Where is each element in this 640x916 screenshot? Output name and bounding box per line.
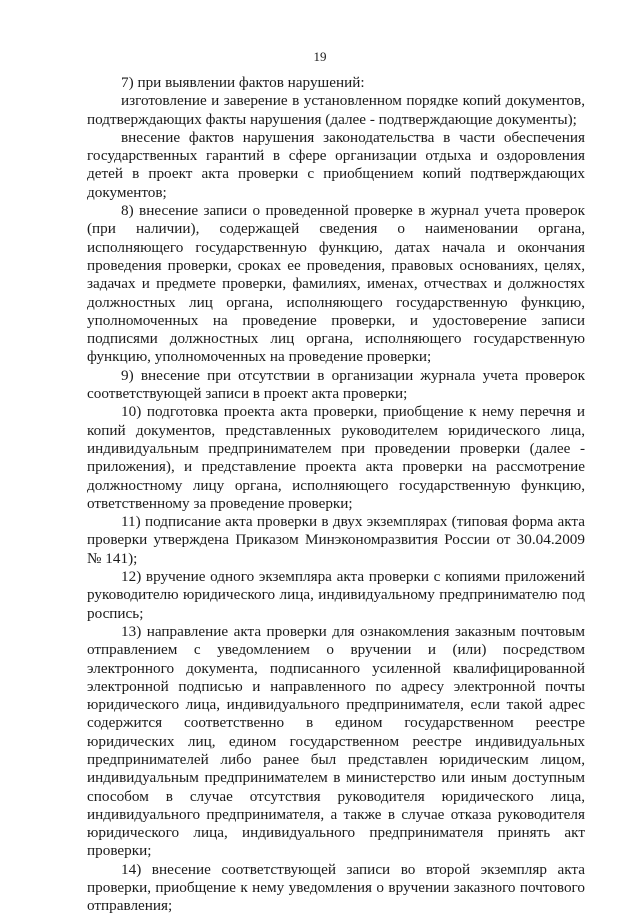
paragraph: изготовление и заверение в установленном порядке копий документов, подтверждающих факты нарушения (далее - подтверждающие документы);: [87, 92, 585, 128]
paragraph: 11) подписание акта проверки в двух экземплярах (типовая форма акта проверки утверждена Приказом Минэкономразвития России от 30.04.2009 № 141);: [87, 513, 585, 567]
document-body: [87, 74, 585, 916]
page-number: 19: [313, 49, 327, 64]
paragraph: 7) при выявлении фактов нарушений:: [121, 74, 365, 91]
paragraph: 10) подготовка проекта акта проверки, приобщение к нему перечня и копий документов, представленных руководителем юридического лица, индивидуальным предпринимателем при проведении проверки (далее - приложения), и представление проекта акта проверки на рассмотрение должностному лицу органа, исполняющего государственную функцию, ответственному за проведение проверки;: [87, 403, 585, 512]
paragraph: 13) направление акта проверки для ознакомления заказным почтовым отправлением с уведомлением о вручении и (или) посредством электронного документа, подписанного усиленной квалифицированной электронной подписью и направленного по адресу электронной почты юридического лица, индивидуального предпринимателя, если такой адрес содержится соответственно в едином государственном реестре юридических лиц, едином государственном реестре индивидуальных предпринимателей либо ранее был представлен юридическим лицом, индивидуальным предпринимателем в министерство или иным доступным способом в случае отсутствия руководителя юридического лица, индивидуального предпринимателя, а также в случае отказа руководителя юридического лица, индивидуального предпринимателя принять акт проверки;: [87, 622, 585, 860]
paragraph: 14) внесение соответствующей записи во второй экземпляр акта проверки, приобщение к нему уведомления о вручении заказного почтового отправления;: [87, 860, 585, 915]
paragraph: 9) внесение при отсутствии в организации журнала учета проверок соответствующей записи в проект акта проверки;: [87, 366, 585, 403]
paragraph: 12) вручение одного экземпляра акта проверки с копиями приложений руководителю юридического лица, индивидуальному предпринимателю под роспись;: [87, 568, 585, 622]
paragraph: внесение фактов нарушения законодательства в части обеспечения государственных гарантий в сфере организации отдыха и оздоровления детей в проект акта проверки с приобщением копий подтверждающих документов;: [87, 128, 585, 201]
paragraph: 8) внесение записи о проведенной проверке в журнал учета проверок (при наличии), содержащей сведения о наименовании органа, исполняющего государственную функцию, датах начала и окончания проведения проверки, сроках ее проведения, правовых основаниях, целях, задачах и предмете проверки, фамилиях, именах, отчествах и должностях должностных лиц органа, исполняющего государственную функцию, уполномоченных на проведение проверки, и удостоверение записи подписями должностных лиц органа, исполняющего государственную функцию, уполномоченных на проведение проверки;: [87, 202, 585, 366]
